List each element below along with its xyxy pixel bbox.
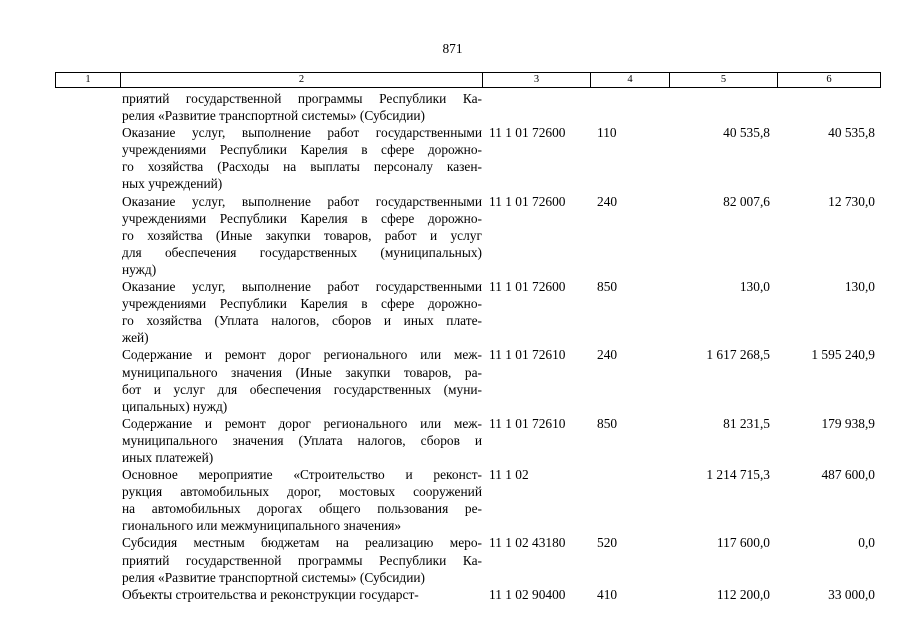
- description-line: нужд): [122, 261, 157, 277]
- cell-expense-type: 850: [597, 279, 618, 295]
- table-row: [55, 586, 880, 603]
- cell-amount-1: 1 617 268,5: [706, 347, 770, 363]
- cell-code: 11 1 01 72600: [489, 125, 566, 141]
- cell-amount-1: 40 535,8: [723, 125, 770, 141]
- cell-code: 11 1 01 72610: [489, 347, 566, 363]
- description-line: бот и услуг для обеспечения государственных (муни-: [122, 381, 482, 397]
- cell-number: [55, 586, 120, 603]
- description-line: релия «Развитие транспортной системы» (Субсидии): [122, 108, 426, 124]
- description-line: Субсидия местным бюджетам на реализацию меро-: [122, 535, 482, 551]
- cell-expense-type: 240: [597, 347, 618, 363]
- cell-amount-2: 0,0: [858, 535, 875, 551]
- cell-description: [120, 278, 482, 346]
- table-row: [55, 90, 880, 124]
- cell-expense-type: [590, 466, 669, 534]
- cell-description: [120, 534, 482, 585]
- cell-amount-1: 112 200,0: [716, 586, 770, 602]
- description-line: учреждениями Республики Карелия в сфере дорожно-: [122, 296, 482, 312]
- description-line: го хозяйства (Расходы на выплаты персоналу казен-: [122, 159, 482, 175]
- table-row: [55, 278, 880, 346]
- description-line: релия «Развитие транспортной системы» (Субсидии): [122, 569, 426, 585]
- cell-amount-2: 1 595 240,9: [811, 347, 875, 363]
- cell-number: [55, 415, 120, 466]
- cell-amount-1: [669, 90, 777, 124]
- cell-expense-type: 410: [597, 586, 618, 602]
- page-number: 871: [442, 41, 463, 56]
- table-row: [55, 534, 880, 585]
- cell-amount-1: 130,0: [739, 279, 770, 295]
- table-row: [55, 124, 880, 192]
- cell-expense-type: 110: [597, 125, 617, 141]
- cell-code: 11 1 01 72600: [489, 193, 566, 209]
- cell-amount-2: 130,0: [844, 279, 875, 295]
- table-header: [55, 72, 881, 88]
- cell-amount-2: 12 730,0: [828, 193, 875, 209]
- description-line: Содержание и ремонт дорог регионального или меж-: [122, 347, 482, 363]
- cell-code: [482, 90, 590, 124]
- cell-amount-1: 81 231,5: [723, 415, 770, 431]
- cell-description: [120, 415, 482, 466]
- description-line: го хозяйства (Уплата налогов, сборов и иных плате-: [122, 313, 482, 329]
- cell-number: [55, 346, 120, 414]
- description-line: го хозяйства (Иные закупки товаров, работ и услуг: [122, 227, 482, 243]
- description-line: ципальных) нужд): [122, 398, 228, 414]
- description-line: Объекты строительства и реконструкции государст-: [122, 586, 419, 602]
- cell-code: 11 1 02: [489, 467, 529, 483]
- cell-amount-1: 82 007,6: [723, 193, 770, 209]
- description-line: Оказание услуг, выполнение работ государственными: [122, 125, 482, 141]
- cell-code: 11 1 02 43180: [489, 535, 566, 551]
- cell-description: [120, 193, 482, 278]
- cell-amount-2: 179 938,9: [821, 415, 875, 431]
- description-line: Оказание услуг, выполнение работ государственными: [122, 193, 482, 209]
- cell-description: [120, 586, 482, 603]
- cell-number: [55, 124, 120, 192]
- cell-expense-type: 240: [597, 193, 618, 209]
- cell-amount-1: 117 600,0: [716, 535, 770, 551]
- description-line: иных платежей): [122, 449, 214, 465]
- cell-number: [55, 466, 120, 534]
- description-line: приятий государственной программы Республики Ка-: [122, 91, 482, 106]
- description-line: муниципального значения (Уплата налогов, сборов и: [122, 432, 482, 448]
- header-col-1: 1: [56, 73, 121, 87]
- cell-amount-2: 487 600,0: [821, 467, 875, 483]
- description-line: для обеспечения государственных (муниципальных): [122, 244, 482, 260]
- table-row: [55, 466, 880, 534]
- cell-code: 11 1 01 72600: [489, 279, 566, 295]
- cell-description: [120, 346, 482, 414]
- header-col-3: 3: [483, 73, 591, 87]
- cell-number: [55, 90, 120, 124]
- cell-description: [120, 90, 482, 124]
- header-col-4: 4: [591, 73, 670, 87]
- cell-expense-type: 520: [597, 535, 618, 551]
- cell-expense-type: [590, 90, 669, 124]
- description-line: приятий государственной программы Республики Ка-: [122, 552, 482, 568]
- description-line: гионального или межмуниципального значения»: [122, 518, 402, 534]
- cell-number: [55, 534, 120, 585]
- table-row: [55, 415, 880, 466]
- description-line: рукция автомобильных дорог, мостовых сооружений: [122, 484, 482, 500]
- cell-expense-type: 850: [597, 415, 618, 431]
- description-line: на автомобильных дорогах общего пользования ре-: [122, 501, 482, 517]
- description-line: муниципального значения (Иные закупки товаров, ра-: [122, 364, 482, 380]
- description-line: Оказание услуг, выполнение работ государственными: [122, 279, 482, 295]
- cell-amount-2: [777, 90, 880, 124]
- header-col-5: 5: [670, 73, 778, 87]
- description-line: Основное мероприятие «Строительство и реконст-: [122, 467, 482, 483]
- description-line: учреждениями Республики Карелия в сфере дорожно-: [122, 210, 482, 226]
- cell-amount-1: 1 214 715,3: [706, 467, 770, 483]
- header-col-2: 2: [121, 73, 483, 87]
- table-row: [55, 346, 880, 414]
- cell-number: [55, 278, 120, 346]
- cell-amount-2: 33 000,0: [828, 586, 875, 602]
- table-body: [55, 90, 880, 603]
- description-line: жей): [122, 330, 149, 346]
- description-line: ных учреждений): [122, 176, 223, 192]
- cell-code: 11 1 02 90400: [489, 586, 566, 602]
- cell-amount-2: 40 535,8: [828, 125, 875, 141]
- header-col-6: 6: [778, 73, 881, 87]
- description-line: Содержание и ремонт дорог регионального или меж-: [122, 415, 482, 431]
- description-line: учреждениями Республики Карелия в сфере дорожно-: [122, 142, 482, 158]
- cell-code: 11 1 01 72610: [489, 415, 566, 431]
- cell-number: [55, 193, 120, 278]
- cell-description: [120, 466, 482, 534]
- table-row: [55, 193, 880, 278]
- cell-description: [120, 124, 482, 192]
